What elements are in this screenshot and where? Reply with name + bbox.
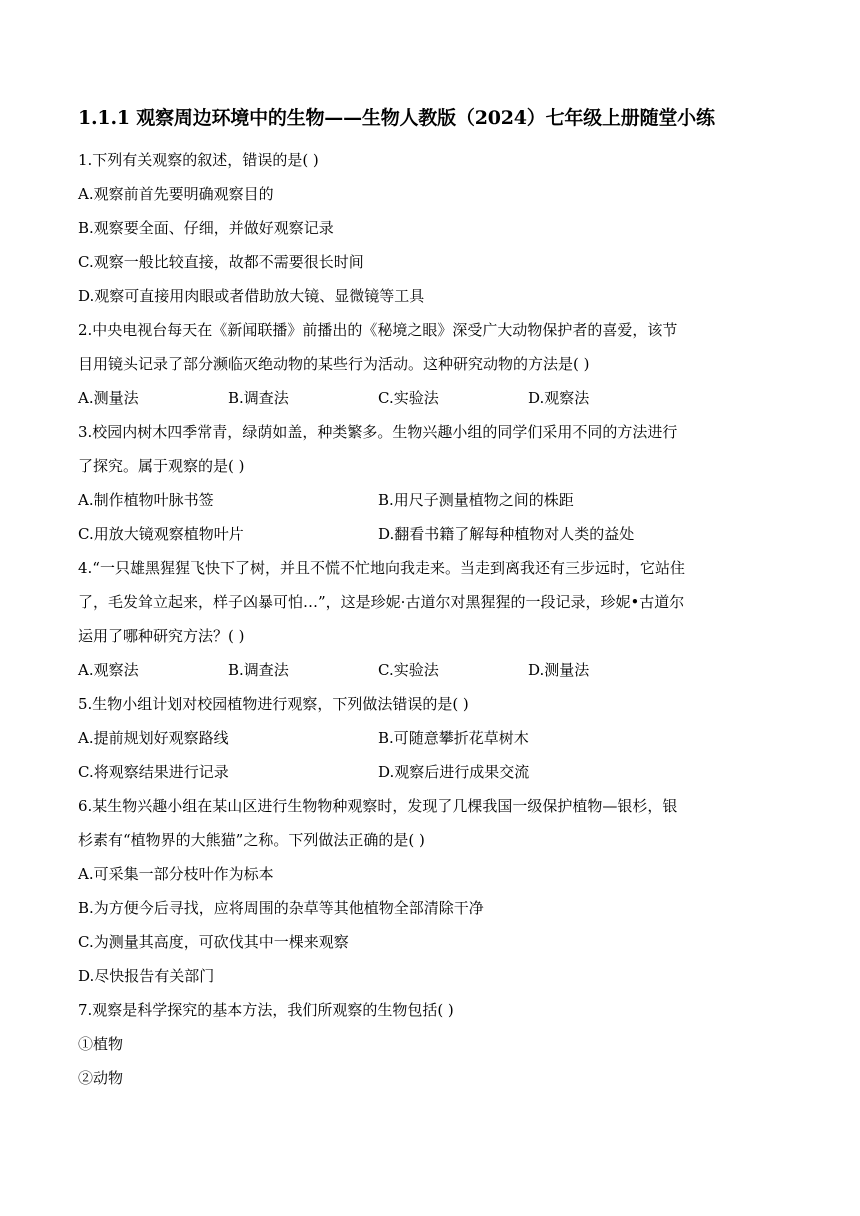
option-b: B.调查法 [228, 389, 289, 407]
question-stem: 杉素有“植物界的大熊猫”之称。下列做法正确的是( ) [78, 831, 425, 849]
question-7 [78, 993, 778, 1095]
option-c: C.为测量其高度，可砍伐其中一棵来观察 [78, 933, 349, 951]
option-row [78, 381, 778, 415]
option-a: A.观察法 [78, 661, 139, 679]
option-row [78, 483, 778, 517]
question-2 [78, 313, 778, 415]
option-c: C.实验法 [378, 389, 439, 407]
option-b: B.调查法 [228, 661, 289, 679]
question-3 [78, 415, 778, 551]
option-c: C.用放大镜观察植物叶片 [78, 525, 244, 543]
option-row [78, 755, 778, 789]
option-c: C.实验法 [378, 661, 439, 679]
question-5 [78, 687, 778, 789]
option-b: B.观察要全面、仔细，并做好观察记录 [78, 219, 334, 237]
question-stem: 目用镜头记录了部分濒临灭绝动物的某些行为活动。这种研究动物的方法是( ) [78, 355, 590, 373]
question-1 [78, 143, 778, 313]
question-stem: 1.下列有关观察的叙述，错误的是( ) [78, 151, 319, 169]
option-d: D.观察法 [528, 389, 590, 407]
question-stem: 了探究。属于观察的是( ) [78, 457, 245, 475]
question-4 [78, 551, 778, 687]
option-row [78, 653, 778, 687]
question-stem: 4.“一只雄黑猩猩飞快下了树，并且不慌不忙地向我走来。当走到离我还有三步远时，它站住 [78, 559, 685, 577]
question-stem: 7.观察是科学探究的基本方法，我们所观察的生物包括( ) [78, 1001, 454, 1019]
question-6 [78, 789, 778, 993]
option-1: ①植物 [78, 1035, 124, 1053]
option-row [78, 517, 778, 551]
question-stem: 了，毛发耸立起来，样子凶暴可怕…”，这是珍妮·古道尔对黑猩猩的一段记录，珍妮•古道尔 [78, 593, 685, 611]
option-c: C.观察一般比较直接，故都不需要很长时间 [78, 253, 364, 271]
option-b: B.用尺子测量植物之间的株距 [378, 491, 574, 509]
question-stem: 2.中央电视台每天在《新闻联播》前播出的《秘境之眼》深受广大动物保护者的喜爱，该节 [78, 321, 678, 339]
option-d: D.翻看书籍了解每种植物对人类的益处 [378, 525, 635, 543]
option-a: A.提前规划好观察路线 [78, 729, 229, 747]
question-stem: 运用了哪种研究方法？( ) [78, 627, 245, 645]
option-row [78, 721, 778, 755]
option-a: A.可采集一部分枝叶作为标本 [78, 865, 274, 883]
option-d: D.测量法 [528, 661, 590, 679]
question-stem: 6.某生物兴趣小组在某山区进行生物物种观察时，发现了几棵我国一级保护植物—银杉，银 [78, 797, 678, 815]
question-stem: 5.生物小组计划对校园植物进行观察，下列做法错误的是( ) [78, 695, 469, 713]
option-b: B.可随意攀折花草树木 [378, 729, 529, 747]
option-a: A.测量法 [78, 389, 139, 407]
option-d: D.观察可直接用肉眼或者借助放大镜、显微镜等工具 [78, 287, 425, 305]
option-2: ②动物 [78, 1069, 124, 1087]
option-b: B.为方便今后寻找，应将周围的杂草等其他植物全部清除干净 [78, 899, 484, 917]
question-list [78, 143, 778, 1095]
question-stem: 3.校园内树木四季常青，绿荫如盖，种类繁多。生物兴趣小组的同学们采用不同的方法进行 [78, 423, 678, 441]
option-a: A.观察前首先要明确观察目的 [78, 185, 274, 203]
option-c: C.将观察结果进行记录 [78, 763, 229, 781]
option-d: D.观察后进行成果交流 [378, 763, 530, 781]
document-title: 1.1.1 观察周边环境中的生物——生物人教版（2024）七年级上册随堂小练 [78, 107, 715, 129]
option-d: D.尽快报告有关部门 [78, 967, 215, 985]
option-a: A.制作植物叶脉书签 [78, 491, 214, 509]
